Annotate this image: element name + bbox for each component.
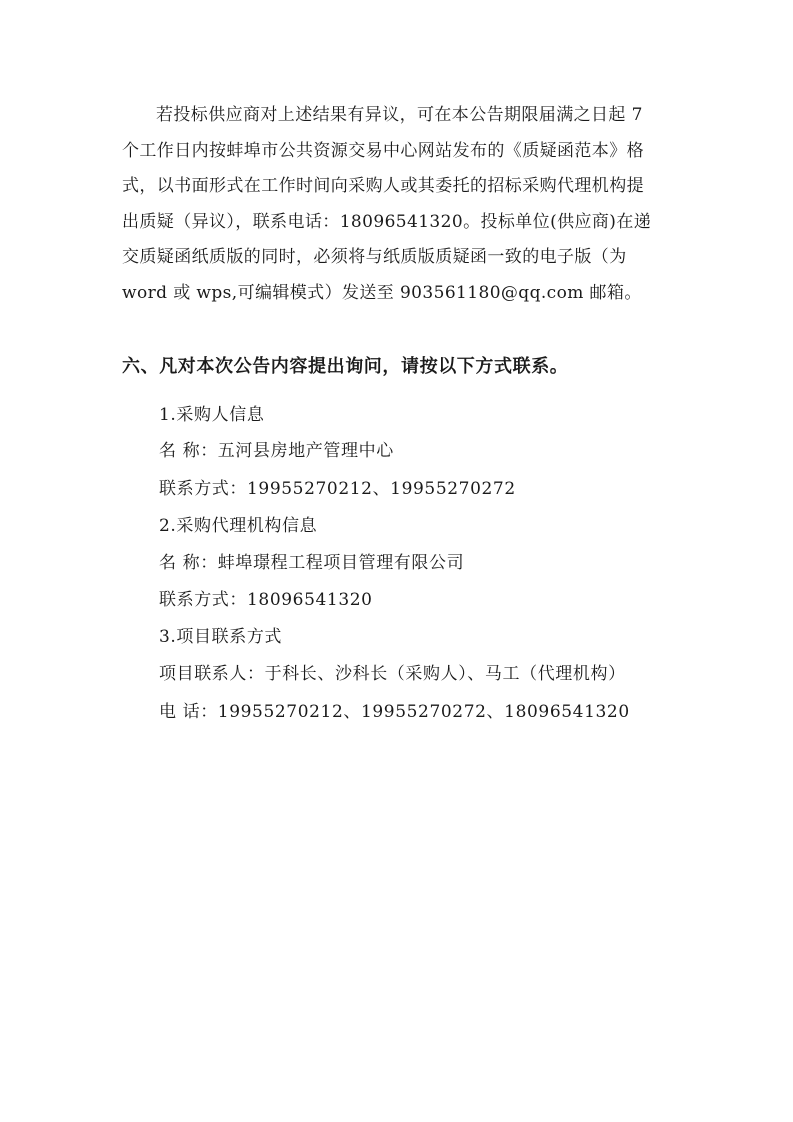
paragraph-line: word 或 wps,可编辑模式）发送至 903561180@qq.com 邮箱。 — [122, 282, 642, 303]
paragraph-line: 若投标供应商对上述结果有异议，可在本公告期限届满之日起 7 — [156, 105, 643, 125]
paragraph-line: 出质疑（异议），联系电话：18096541320。投标单位(供应商)在递 — [122, 211, 652, 232]
agency-info-title: 2.采购代理机构信息 — [159, 516, 318, 536]
project-contact-phone: 电 话：19955270212、19955270272、18096541320 — [159, 702, 630, 722]
paragraph-line: 式，以书面形式在工作时间向采购人或其委托的招标采购代理机构提 — [122, 176, 644, 197]
agency-contact: 联系方式：18096541320 — [159, 590, 373, 610]
purchaser-contact: 联系方式：19955270212、19955270272 — [159, 479, 516, 499]
section-heading: 六、凡对本次公告内容提出询问，请按以下方式联系。 — [122, 356, 569, 377]
agency-name: 名 称：蚌埠璟程工程项目管理有限公司 — [159, 553, 465, 573]
project-contact-person: 项目联系人：于科长、沙科长（采购人）、马工（代理机构） — [159, 664, 626, 684]
project-contact-title: 3.项目联系方式 — [159, 627, 283, 647]
purchaser-name: 名 称：五河县房地产管理中心 — [159, 441, 394, 461]
paragraph-line: 交质疑函纸质版的同时，必须将与纸质版质疑函一致的电子版（为 — [122, 247, 627, 268]
objection-paragraph — [122, 98, 680, 312]
paragraph-line: 个工作日内按蚌埠市公共资源交易中心网站发布的《质疑函范本》格 — [122, 140, 644, 161]
purchaser-info-title: 1.采购人信息 — [159, 405, 265, 425]
